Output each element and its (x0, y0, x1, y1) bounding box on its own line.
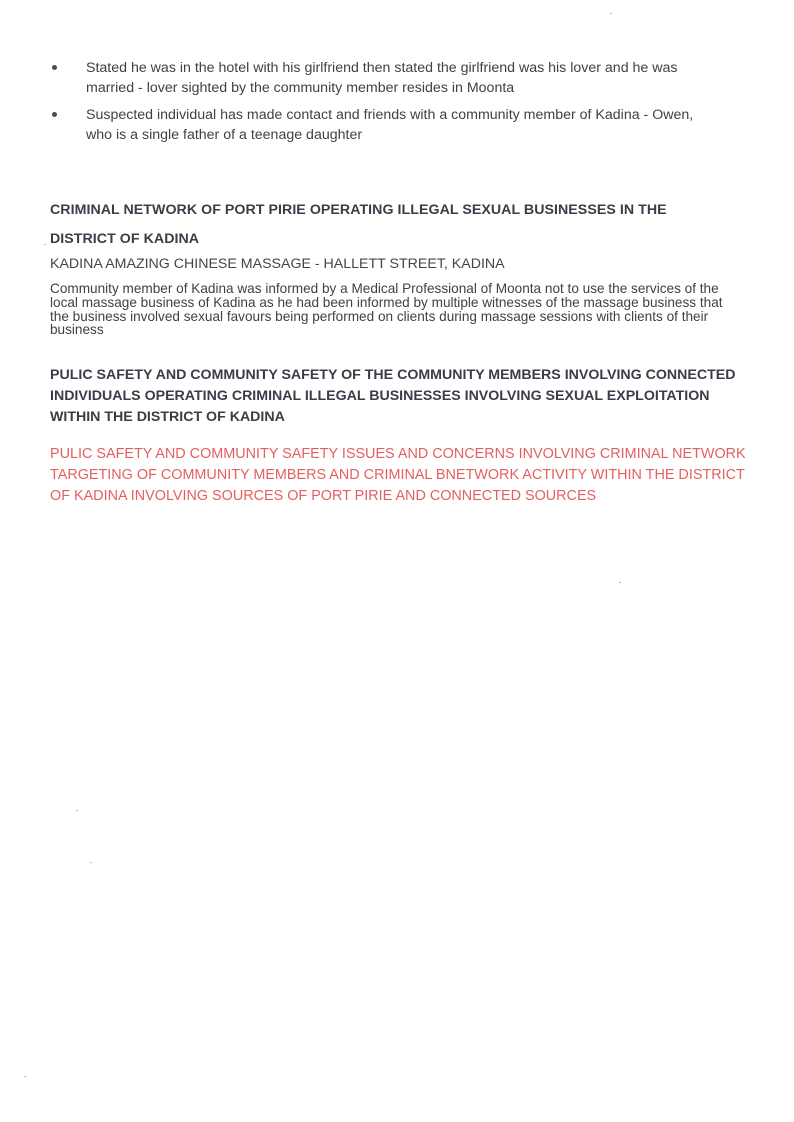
scan-speck (44, 244, 46, 245)
concerns-heading: PULIC SAFETY AND COMMUNITY SAFETY ISSUES AND CONCERNS INVOLVING CRIMINAL NETWORK TARGETING OF COMMUNITY MEMBERS AND CRIMINAL BNETWORK ACTIVITY WITHIN THE DISTRICT OF KADINA INVOLVING SOURCES OF PORT PIRIE AND CONNECTED SOURCES (50, 446, 746, 504)
scan-speck (90, 862, 92, 863)
bullet-icon (52, 112, 57, 117)
section-heading-line-2: DISTRICT OF KADINA (50, 231, 200, 247)
scan-speck (76, 810, 78, 811)
bullet-text: Stated he was in the hotel with his girlfriend then stated the girlfriend was his lover and he was married - lover sighted by the community member resides in Moonta (86, 60, 678, 96)
bullet-list (52, 58, 712, 152)
bullet-icon (52, 65, 57, 70)
bullet-text: Suspected individual has made contact and friends with a community member of Kadina - Owen, who is a single father of a teenage daughter (86, 107, 694, 143)
scan-speck (24, 1076, 26, 1077)
list-item (52, 105, 712, 145)
scan-speck (610, 13, 612, 14)
business-title: KADINA AMAZING CHINESE MASSAGE - HALLETT STREET, KADINA (50, 256, 505, 272)
list-item (52, 58, 712, 98)
safety-heading: PULIC SAFETY AND COMMUNITY SAFETY OF THE COMMUNITY MEMBERS INVOLVING CONNECTED INDIVIDUALS OPERATING CRIMINAL ILLEGAL BUSINESSES INVOLVING SEXUAL EXPLOITATION WITHIN THE DISTRICT OF KADINA (50, 367, 736, 425)
business-paragraph: Community member of Kadina was informed by a Medical Professional of Moonta not to use the services of the local massage business of Kadina as he had been informed by multiple witnesses of the massage business that the business involved sexual favours being performed on clients during massage sessions with clients of their business (50, 281, 723, 338)
section-heading-line-1: CRIMINAL NETWORK OF PORT PIRIE OPERATING ILLEGAL SEXUAL BUSINESSES IN THE (50, 202, 667, 218)
scan-speck (619, 582, 621, 583)
